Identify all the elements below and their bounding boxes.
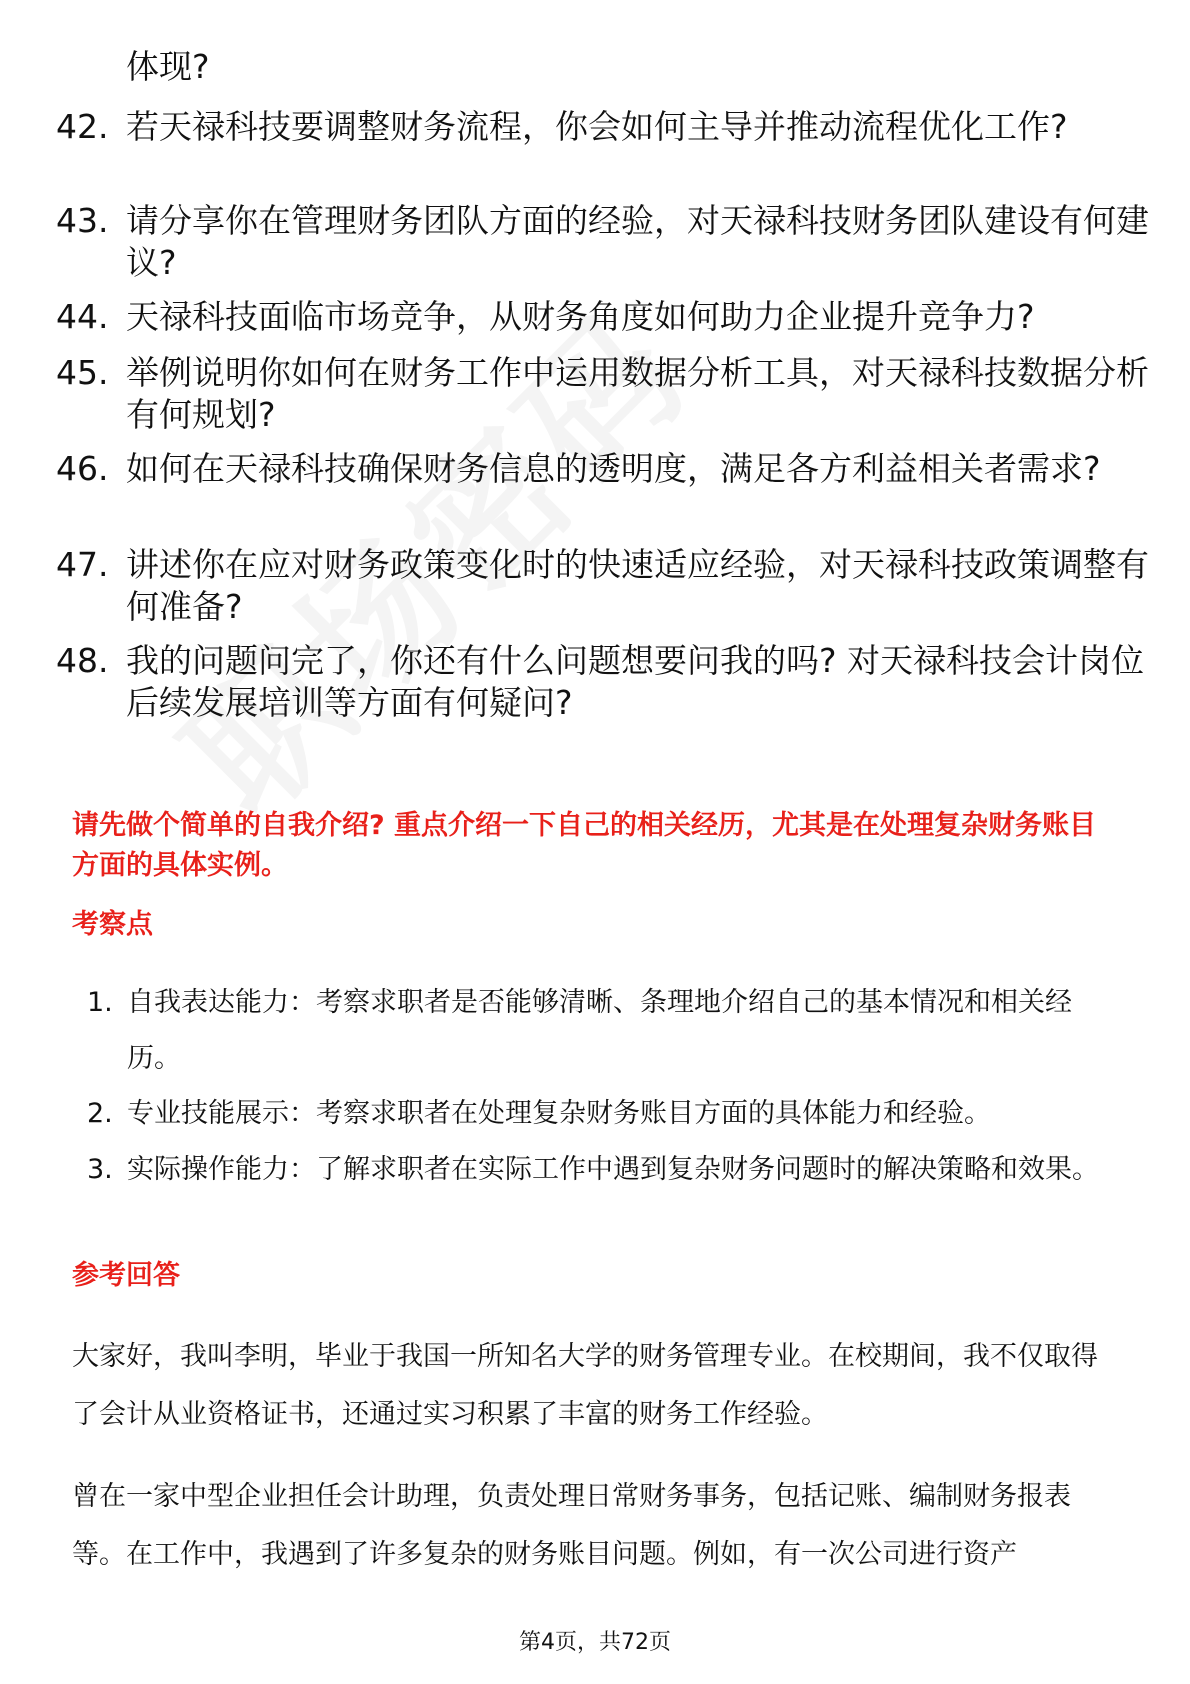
question-text: 举例说明你如何在财务工作中运用数据分析工具，对天禄科技数据分析有何规划? (126, 353, 1149, 434)
point-number: 3. (87, 1154, 113, 1185)
question-number: 46. (56, 449, 109, 488)
question-number: 43. (56, 201, 109, 240)
answer-title: 参考回答 (72, 1260, 180, 1291)
question-text: 若天禄科技要调整财务流程，你会如何主导并推动流程优化工作? (126, 107, 1068, 146)
point-text: 实际操作能力：了解求职者在实际工作中遇到复杂财务问题时的解决策略和效果。 (127, 1154, 1099, 1185)
point-number: 2. (87, 1098, 113, 1129)
question-text: 讲述你在应对财务政策变化时的快速适应经验，对天禄科技政策调整有何准备? (126, 545, 1149, 626)
question-text: 如何在天禄科技确保财务信息的透明度，满足各方利益相关者需求? (126, 449, 1101, 488)
question-number: 47. (56, 545, 109, 584)
answer-paragraph: 曾在一家中型企业担任会计助理，负责处理日常财务事务，包括记账、编制财务报表等。在工作中，我遇到了许多复杂的财务账目问题。例如，有一次公司进行资产 (72, 1481, 1071, 1570)
page-footer: 第4页，共72页 (519, 1630, 671, 1655)
answer-paragraph: 大家好，我叫李明，毕业于我国一所知名大学的财务管理专业。在校期间，我不仅取得了会计从业资格证书，还通过实习积累了丰富的财务工作经验。 (72, 1341, 1098, 1430)
point-text: 专业技能展示：考察求职者在处理复杂财务账目方面的具体能力和经验。 (127, 1098, 991, 1129)
question-headline: 请先做个简单的自我介绍? 重点介绍一下自己的相关经历，尤其是在处理复杂财务账目方面的具体实例。 (72, 810, 1097, 881)
point-text: 自我表达能力：考察求职者是否能够清晰、条理地介绍自己的基本情况和相关经历。 (127, 987, 1072, 1074)
question-number: 48. (56, 641, 109, 680)
question-text: 体现? (126, 47, 210, 86)
question-text: 天禄科技面临市场竞争，从财务角度如何助力企业提升竞争力? (126, 297, 1035, 336)
point-number: 1. (87, 987, 113, 1018)
examine-title: 考察点 (72, 909, 153, 940)
question-number: 44. (56, 297, 109, 336)
question-text: 请分享你在管理财务团队方面的经验，对天禄科技财务团队建设有何建议? (126, 201, 1149, 282)
question-text: 我的问题问完了，你还有什么问题想要问我的吗? 对天禄科技会计岗位后续发展培训等方面有何疑问? (126, 641, 1145, 722)
question-number: 42. (56, 107, 109, 146)
question-number: 45. (56, 353, 109, 392)
